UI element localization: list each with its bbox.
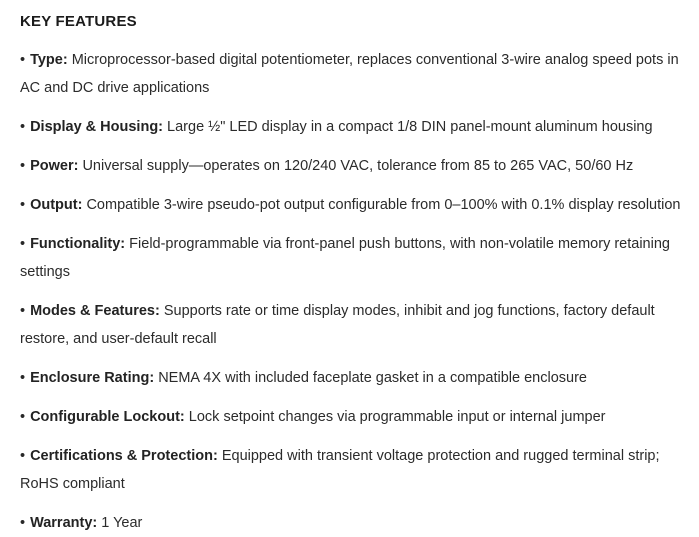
bullet-icon: • xyxy=(20,119,26,135)
feature-label: Output: xyxy=(30,197,83,213)
feature-item-configurable-lockout xyxy=(20,403,689,431)
feature-text: Supports rate or time display modes, inhibit and jog functions, factory default restore, and user-default recall xyxy=(20,303,655,347)
feature-label: Enclosure Rating: xyxy=(30,370,155,386)
feature-text: Field-programmable via front-panel push buttons, with non-volatile memory retaining settings xyxy=(20,236,670,280)
feature-text: Microprocessor-based digital potentiometer, replaces conventional 3-wire analog speed pots in AC and DC drive applications xyxy=(20,52,679,96)
bullet-icon: • xyxy=(20,448,26,464)
feature-item-warranty xyxy=(20,509,689,537)
bullet-icon: • xyxy=(20,52,26,68)
feature-item-output xyxy=(20,191,689,219)
bullet-icon: • xyxy=(20,158,26,174)
feature-label: Display & Housing: xyxy=(30,119,164,135)
feature-label: Type: xyxy=(30,52,68,68)
feature-text: 1 Year xyxy=(101,515,143,531)
bullet-icon: • xyxy=(20,197,26,213)
feature-item-power xyxy=(20,152,689,180)
feature-label: Warranty: xyxy=(30,515,98,531)
feature-item-certifications-protection xyxy=(20,442,689,498)
feature-text: NEMA 4X with included faceplate gasket in a compatible enclosure xyxy=(158,370,587,386)
feature-label: Certifications & Protection: xyxy=(30,448,218,464)
feature-item-modes-features xyxy=(20,297,689,353)
bullet-icon: • xyxy=(20,370,26,386)
feature-item-enclosure-rating xyxy=(20,364,689,392)
feature-text: Universal supply—operates on 120/240 VAC, tolerance from 85 to 265 VAC, 50/60 Hz xyxy=(82,158,634,174)
feature-item-type xyxy=(20,46,689,102)
feature-text: Equipped with transient voltage protection and rugged terminal strip; RoHS compliant xyxy=(20,448,660,492)
bullet-icon: • xyxy=(20,515,26,531)
feature-item-display-housing xyxy=(20,113,689,141)
bullet-icon: • xyxy=(20,236,26,252)
feature-text: Lock setpoint changes via programmable input or internal jumper xyxy=(188,409,606,425)
feature-label: Modes & Features: xyxy=(30,303,160,319)
bullet-icon: • xyxy=(20,409,26,425)
bullet-icon: • xyxy=(20,303,26,319)
page-title: KEY FEATURES xyxy=(20,13,137,30)
feature-item-functionality xyxy=(20,230,689,286)
feature-text: Compatible 3-wire pseudo-pot output configurable from 0–100% with 0.1% display resolution xyxy=(86,197,681,213)
feature-text: Large ½" LED display in a compact 1/8 DIN panel-mount aluminum housing xyxy=(167,119,653,135)
feature-label: Configurable Lockout: xyxy=(30,409,185,425)
feature-label: Functionality: xyxy=(30,236,126,252)
feature-label: Power: xyxy=(30,158,79,174)
